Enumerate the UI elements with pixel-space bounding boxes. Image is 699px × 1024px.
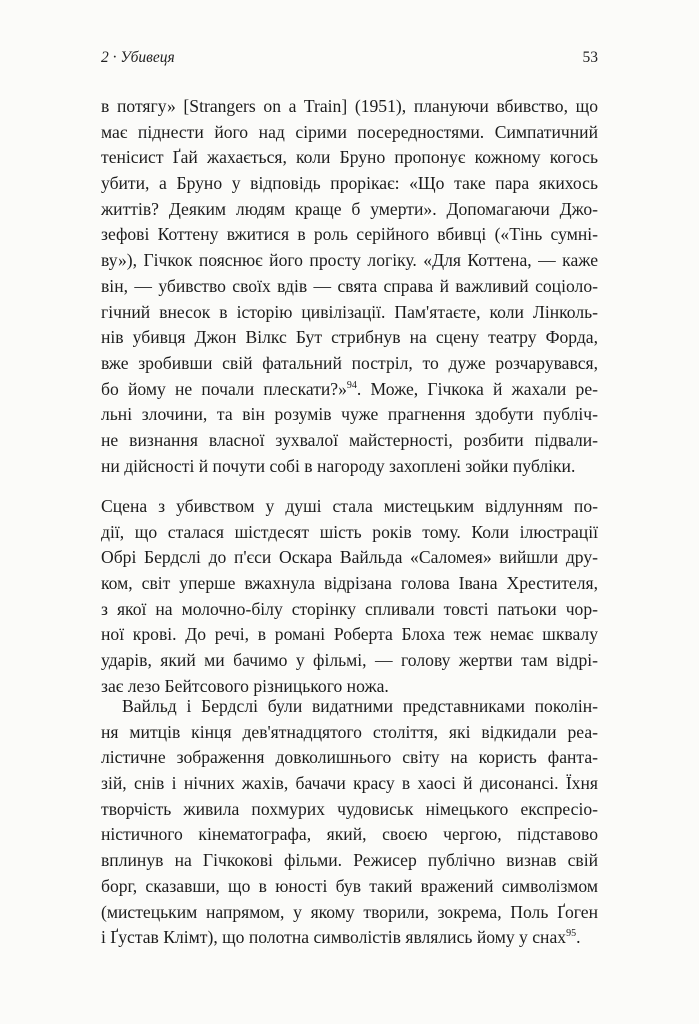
text-line: творчість живила похмурих чудовиськ німецького експресіо- <box>101 798 598 819</box>
text-line: ної крові. До речі, в романі Роберта Блоха теж немає шквалу <box>101 624 598 645</box>
text-line: ву»), Гічкок пояснює його просту логіку. «Для Коттена, — каже <box>101 250 598 271</box>
text-line: Вайльд і Бердслі були видатними представниками поколін- <box>122 696 598 716</box>
page-number: 53 <box>582 49 598 66</box>
text-line: в потягу» [Strangers on a Train] (1951), плануючи вбивство, що <box>101 96 598 116</box>
paragraph-1 <box>101 94 598 479</box>
text-segment: бо йому не почали плескати?» <box>101 378 347 399</box>
text-line: дії, що сталася шістдесят шість років тому. Коли ілюстрації <box>101 521 598 542</box>
text-line: лістичне зображення довколишнього світу на користь фанта- <box>101 747 598 768</box>
text-line: зефові Коттену вжитися в роль серійного вбивці («Тінь сумні- <box>101 224 598 245</box>
text-line-with-footnote <box>101 377 598 403</box>
text-segment: . Може, Гічкока й жахали ре- <box>356 378 599 399</box>
text-line: тенісист Ґай жахається, коли Бруно пропонує кожному когось <box>101 147 598 168</box>
text-line: льні злочини, та він розумів чуже прагнення здобути публіч- <box>101 404 598 425</box>
text-line: з якої на молочно-білу сторінку спливали товсті патьоки чор- <box>101 598 598 619</box>
text-line: борг, сказавши, що в юності був такий вражений символізмом <box>101 875 598 896</box>
text-line: ністичного кінематографа, який, своєю чергою, підставово <box>101 824 598 845</box>
text-line: Сцена з убивством у душі стала мистецьким відлунням по- <box>101 496 598 516</box>
text-line: він, — убивство своїх вдів — свята справа й важливий соціоло- <box>101 275 598 296</box>
text-line: ни дійсності й почути собі в нагороду захоплені зойки публіки. <box>101 455 576 476</box>
text-line: нів убивця Джон Вілкс Бут стрибнув на сцену театру Форда, <box>101 327 598 348</box>
text-line: ком, світ уперше вжахнула відрізана голова Івана Хрестителя, <box>101 573 598 594</box>
text-line: ударів, який ми бачимо у фільмі, — голову жертви там відрі- <box>101 650 598 671</box>
running-head: 2 · Убивеця <box>101 49 175 66</box>
text-line: життів? Деяким людям краще б умерти». Допомагаючи Джо- <box>101 198 598 219</box>
text-segment: і Ґустав Клімт), що полотна символістів являлись йому у снах <box>101 927 567 948</box>
text-line: вже зробивши свій фатальний постріл, то дуже розчарувався, <box>101 352 598 373</box>
text-line: вплинув на Гічкокові фільми. Режисер публічно визнав свій <box>101 850 598 871</box>
text-line: не визнання власної зухвалої майстерності, розбити підвали- <box>101 429 598 450</box>
paragraph-3 <box>101 694 598 951</box>
text-line: Обрі Бердслі до п'єси Оскара Вайльда «Саломея» вийшли дру- <box>101 547 598 568</box>
text-line: має піднести його над сірими посередностями. Симпатичний <box>101 121 598 142</box>
text-segment: . <box>576 927 581 948</box>
text-line: зає лезо Бейтсового різницького ножа. <box>101 675 389 696</box>
text-line: (мистецьким напрямом, у якому творили, зокрема, Поль Ґоген <box>101 901 598 922</box>
footnote-ref: 94 <box>346 379 357 391</box>
text-line: убити, а Бруно у відповідь прорікає: «Що таке пара якихось <box>101 173 598 194</box>
text-line: ня митців кінця дев'ятнадцятого століття, які відкидали реа- <box>101 721 598 742</box>
paragraph-2 <box>101 494 598 700</box>
text-line-with-footnote <box>101 925 598 951</box>
text-line: зій, снів і нічних жахів, бачачи красу в хаосі й дисонансі. Їхня <box>101 773 598 794</box>
text-line: гічний внесок в історію цивілізації. Пам'ятаєте, коли Лінколь- <box>101 301 598 322</box>
footnote-ref: 95 <box>566 928 577 940</box>
